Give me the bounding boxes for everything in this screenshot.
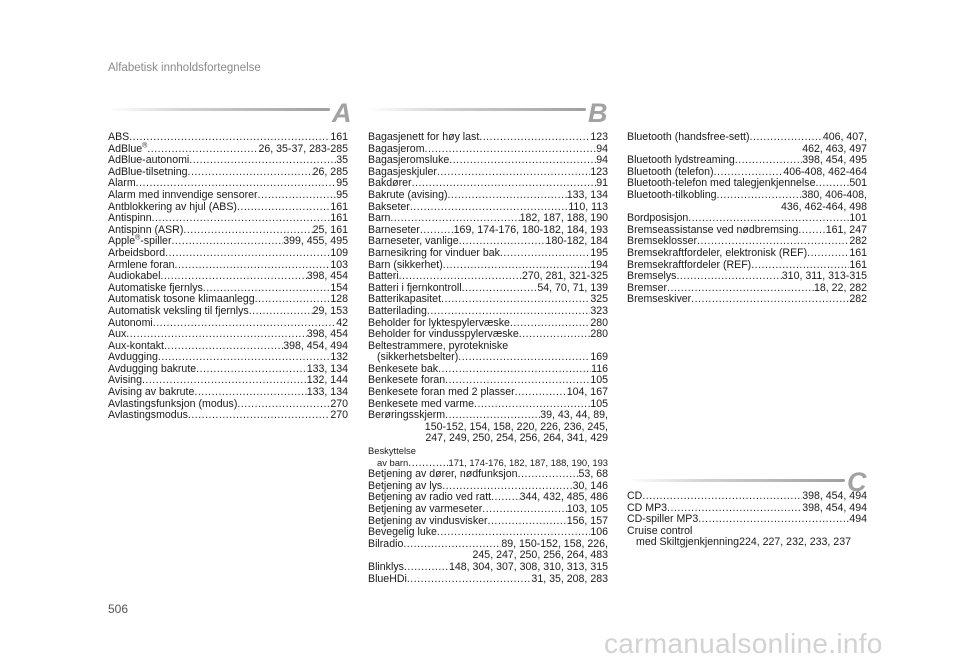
index-page-numbers: 169, 174-176, 180-182, 184, 193 bbox=[453, 223, 608, 236]
index-term-text: Avdugging bbox=[108, 351, 158, 364]
index-term-text: Barneseter, vanlige bbox=[368, 235, 459, 248]
index-column-a bbox=[108, 132, 348, 422]
index-entry bbox=[627, 190, 867, 202]
index-term-text: Barn (sikkerhet) bbox=[368, 258, 443, 271]
index-page-numbers: 161 bbox=[330, 212, 348, 225]
index-page-numbers: 95 bbox=[336, 188, 348, 201]
index-term-text: Antispinn bbox=[108, 212, 152, 225]
dot-leader bbox=[249, 306, 313, 318]
dot-leader bbox=[438, 364, 591, 376]
index-term-text: CD-spiller MP3 bbox=[627, 513, 699, 526]
letter-c-heading: C bbox=[847, 467, 867, 497]
index-page-numbers: 180-182, 184 bbox=[545, 235, 608, 248]
index-page-numbers: 106 bbox=[590, 526, 608, 539]
index-page-numbers: 325 bbox=[590, 293, 608, 306]
index-term-text: BlueHDi bbox=[368, 572, 407, 585]
index-page-numbers: 270 bbox=[330, 397, 348, 410]
index-page-numbers: 105 bbox=[590, 374, 608, 387]
index-entry-continuation: 150-152, 154, 158, 220, 226, 236, 245, bbox=[424, 420, 608, 433]
dot-leader bbox=[482, 504, 567, 516]
dot-leader bbox=[237, 399, 330, 411]
index-term-text: AdBlue-autonomi bbox=[108, 154, 190, 167]
index-page-numbers: 116 bbox=[591, 362, 608, 375]
index-term-text: Bagasjenett for høy last bbox=[368, 131, 480, 143]
index-page-numbers: 94 bbox=[596, 142, 608, 155]
index-term-text: Aux bbox=[108, 328, 127, 341]
index-term bbox=[368, 445, 416, 457]
index-page-numbers: 91 bbox=[596, 177, 608, 190]
index-page-numbers: 18, 22, 282 bbox=[813, 281, 867, 294]
index-term-text: Antblokkering av hjul (ABS) bbox=[108, 200, 237, 213]
index-term-text: Batteri i fjernkontroll bbox=[368, 281, 462, 294]
index-term-text: AdBlue-tilsetning bbox=[108, 165, 188, 178]
dot-leader bbox=[165, 248, 330, 260]
dot-leader bbox=[515, 387, 567, 399]
index-term-text: Autonomi bbox=[108, 316, 153, 329]
dot-leader bbox=[129, 132, 330, 144]
index-term-text: AdBlue bbox=[108, 142, 143, 155]
index-page-numbers: 154 bbox=[330, 281, 348, 294]
index-term-text: Beholder for lyktespylervæske bbox=[368, 316, 510, 329]
index-term-text: Bremsekraftfordeler, elektronisk (REF) bbox=[627, 246, 808, 259]
dot-leader bbox=[807, 248, 849, 260]
index-page-numbers: 30, 146 bbox=[572, 479, 608, 492]
dot-leader bbox=[171, 236, 283, 248]
dot-leader bbox=[437, 167, 590, 179]
dot-leader bbox=[425, 144, 597, 156]
index-term-text: Bluetooth (handsfree-sett) bbox=[627, 131, 750, 143]
index-page-numbers: 398, 454 bbox=[306, 270, 348, 283]
index-column-b bbox=[368, 132, 608, 585]
watermark: carmanualsonline.info bbox=[604, 628, 883, 659]
index-page-numbers: 398, 454, 494 bbox=[802, 490, 867, 502]
index-page-numbers: 323 bbox=[590, 304, 608, 317]
index-entry bbox=[108, 410, 348, 422]
index-page-numbers: 123 bbox=[590, 165, 608, 178]
index-page-numbers: 501 bbox=[849, 177, 867, 190]
letter-a-heading: A bbox=[332, 98, 352, 128]
index-term-text: Bakdører bbox=[368, 177, 412, 190]
index-term-text: Avising av bakrute bbox=[108, 386, 195, 399]
index-page-numbers: 39, 43, 44, 89, bbox=[540, 409, 608, 422]
index-term-text: Batteri bbox=[368, 270, 399, 283]
dot-leader bbox=[404, 562, 449, 574]
dot-leader bbox=[698, 514, 849, 526]
letter-c-rule bbox=[627, 479, 845, 482]
index-page-numbers: 35 bbox=[336, 154, 348, 167]
dot-leader bbox=[458, 352, 590, 364]
dot-leader bbox=[479, 132, 590, 144]
index-page-numbers: 380, 406-408, bbox=[801, 188, 867, 201]
index-term-text: Bluetooth-tilkobling bbox=[627, 188, 717, 201]
index-page-numbers: 398, 454, 494 bbox=[283, 339, 348, 352]
index-term-text: (sikkerhetsbelter) bbox=[377, 351, 459, 364]
index-page-numbers: 103, 105 bbox=[566, 503, 608, 515]
index-page-numbers: 270 bbox=[330, 409, 348, 422]
index-term-text: av barn bbox=[377, 456, 409, 468]
index-term-text: Cruise control bbox=[627, 524, 693, 537]
letter-a-rule bbox=[108, 108, 330, 111]
index-term-text: Berøringsskjerm bbox=[368, 409, 446, 422]
index-term-text: Benkesete bak bbox=[368, 362, 439, 375]
index-term-text: Audiokabel bbox=[108, 270, 161, 283]
index-entry-continuation: 245, 247, 250, 256, 264, 483 bbox=[472, 549, 608, 562]
dot-leader bbox=[676, 271, 781, 283]
index-term-suffix: -spiller bbox=[140, 235, 172, 248]
index-page-numbers: 104, 167 bbox=[566, 386, 608, 399]
index-page-numbers: 169 bbox=[590, 351, 608, 364]
dot-leader bbox=[518, 469, 579, 481]
index-page-numbers: 89, 150-152, 158, 226, bbox=[501, 537, 608, 550]
dot-leader bbox=[500, 248, 590, 260]
index-term-text: med Skiltgjenkjenning bbox=[636, 536, 740, 549]
dot-leader bbox=[441, 294, 590, 306]
dot-leader bbox=[407, 574, 532, 586]
index-page-numbers: 132, 144 bbox=[306, 374, 348, 387]
dot-leader bbox=[237, 202, 330, 214]
index-page-numbers: 280 bbox=[590, 316, 608, 329]
registered-mark: ® bbox=[142, 142, 148, 150]
index-page-numbers: 270, 281, 321-325 bbox=[521, 270, 608, 283]
index-term-text: Beskyttelse bbox=[368, 445, 416, 457]
index-term-text: Bakseter bbox=[368, 200, 410, 213]
index-term-text: Bremseskiver bbox=[627, 293, 692, 306]
index-page-numbers: 128 bbox=[330, 293, 348, 306]
index-page-numbers: 53, 68 bbox=[578, 468, 608, 481]
index-page-numbers: 109 bbox=[330, 246, 348, 259]
index-page-numbers: 161 bbox=[330, 200, 348, 213]
index-page-numbers: 110, 113 bbox=[568, 200, 608, 213]
index-page-numbers: 105 bbox=[590, 397, 608, 410]
index-term-text: Bagasjeromsluke bbox=[368, 154, 450, 167]
index-term-text: Bordposisjon bbox=[627, 212, 689, 225]
index-column-c bbox=[627, 491, 867, 549]
index-term-text: Bluetooth-telefon med talegjenkjennelse bbox=[627, 177, 816, 190]
dot-leader bbox=[519, 329, 591, 341]
index-term-text: Bagasjeskjuler bbox=[368, 165, 437, 178]
index-term-text: Barn bbox=[368, 212, 391, 225]
index-page-numbers: 282 bbox=[849, 293, 867, 306]
index-entry bbox=[108, 167, 348, 179]
index-entry bbox=[627, 132, 867, 144]
index-term-text: Bremser bbox=[627, 281, 668, 294]
index-page-numbers: 398, 454 bbox=[306, 328, 348, 341]
index-term-text: CD MP3 bbox=[627, 501, 668, 514]
index-term-text: Bremselys bbox=[627, 270, 677, 283]
index-page-numbers: 161 bbox=[849, 246, 867, 259]
index-page-numbers: 406, 407, bbox=[822, 131, 867, 143]
index-term-text: Bevegelig luke bbox=[368, 526, 437, 539]
index-term-text: Alarm bbox=[108, 177, 136, 190]
index-page-numbers: 161 bbox=[849, 258, 867, 271]
index-term bbox=[636, 537, 739, 549]
index-term bbox=[377, 457, 408, 469]
index-term-text: Benkesete med varme bbox=[368, 397, 474, 410]
index-term-text: Bremsekraftfordeler (REF) bbox=[627, 258, 752, 271]
index-term-text: Bagasjerom bbox=[368, 142, 425, 155]
index-term-text: Alarm med innvendige sensorer bbox=[108, 188, 258, 201]
index-page-numbers: 171, 174-176, 182, 187, 188, 190, 193 bbox=[448, 456, 608, 468]
index-term-text: Automatisk tosone klimaanlegg bbox=[108, 293, 255, 306]
index-page-numbers: 54, 70, 71, 139 bbox=[537, 281, 608, 294]
index-entry bbox=[627, 294, 867, 306]
index-term bbox=[627, 294, 691, 306]
index-term bbox=[627, 132, 750, 144]
index-entry bbox=[627, 537, 867, 549]
index-term-text: Avising bbox=[108, 374, 142, 387]
index-page-numbers: 310, 311, 313-315 bbox=[781, 270, 867, 283]
dot-leader bbox=[510, 318, 590, 330]
index-term bbox=[627, 190, 717, 202]
index-page-numbers: 133, 134 bbox=[566, 188, 608, 201]
index-term-text: Automatisk veksling til fjernlys bbox=[108, 304, 249, 317]
index-page-numbers: 494 bbox=[849, 513, 867, 526]
index-page-numbers: 282 bbox=[849, 235, 867, 248]
index-term-text: Armlene foran bbox=[108, 258, 175, 271]
index-page-numbers: 42 bbox=[336, 316, 348, 329]
index-page-numbers: 161, 247 bbox=[825, 223, 867, 236]
index-page-numbers: 148, 304, 307, 308, 310, 313, 315 bbox=[448, 560, 608, 573]
index-term bbox=[368, 539, 403, 551]
index-page-numbers: 224, 227, 232, 233, 237 bbox=[739, 536, 851, 549]
index-term-text: Benkesete foran med 2 plasser bbox=[368, 386, 515, 399]
index-column-b-continued bbox=[627, 132, 867, 306]
dot-leader bbox=[188, 410, 330, 422]
index-page-numbers: 182, 187, 188, 190 bbox=[519, 212, 608, 225]
index-entry bbox=[368, 574, 608, 586]
index-entry-continuation: 436, 462-464, 498 bbox=[780, 200, 867, 213]
index-term-text: Bakrute (avising) bbox=[368, 188, 448, 201]
dot-leader bbox=[164, 341, 283, 353]
index-term-text: Betjening av dører, nødfunksjon bbox=[368, 468, 518, 481]
index-term-text: Automatiske fjernlys bbox=[108, 281, 203, 294]
index-term-text: Beholder for vindusspylervæske bbox=[368, 328, 519, 341]
index-term-text: Bilradio bbox=[368, 537, 404, 550]
index-page-numbers: 26, 285 bbox=[312, 165, 348, 178]
index-term-text: CD bbox=[627, 490, 643, 502]
index-term-text: Benkesete foran bbox=[368, 374, 446, 387]
index-term-text: Aux-kontakt bbox=[108, 339, 164, 352]
index-page-numbers: 161 bbox=[330, 131, 348, 143]
index-page-numbers: 95 bbox=[336, 177, 348, 190]
registered-mark: ® bbox=[135, 234, 141, 242]
dot-leader bbox=[196, 364, 307, 376]
dot-leader bbox=[717, 190, 802, 202]
dot-leader bbox=[488, 516, 567, 528]
index-term-text: Betjening av lys bbox=[368, 479, 443, 492]
dot-leader bbox=[491, 492, 520, 504]
index-entry bbox=[368, 445, 608, 457]
index-entry-continuation: 247, 249, 250, 254, 256, 264, 341, 429 bbox=[425, 432, 608, 445]
index-term-text: Beltestrammere, pyrotekniske bbox=[368, 339, 509, 352]
index-term bbox=[108, 410, 188, 422]
index-page-numbers: 132 bbox=[330, 351, 348, 364]
dot-leader bbox=[462, 283, 538, 295]
index-term-text: Betjening av radio ved ratt bbox=[368, 491, 492, 504]
index-page-numbers: 101 bbox=[849, 212, 867, 225]
index-page-numbers: 344, 432, 485, 486 bbox=[519, 491, 608, 504]
index-page-numbers: 31, 35, 208, 283 bbox=[531, 572, 608, 585]
index-page-numbers: 406-408, 462-464 bbox=[783, 165, 867, 178]
page-header-title: Alfabetisk innholdsfortegnelse bbox=[108, 62, 261, 74]
index-page-numbers: 398, 454, 495 bbox=[802, 154, 867, 167]
index-page-numbers: 133, 134 bbox=[306, 362, 348, 375]
index-term-text: Barnesikring for vinduer bak bbox=[368, 246, 500, 259]
index-page-numbers: 398, 454, 494 bbox=[802, 501, 867, 514]
index-page-numbers: 399, 455, 495 bbox=[283, 235, 348, 248]
index-term-text: Apple bbox=[108, 235, 136, 248]
index-term-text: Arbeidsbord bbox=[108, 246, 166, 259]
index-page-numbers: 195 bbox=[590, 246, 608, 259]
index-term-text: ABS bbox=[108, 131, 130, 143]
index-entry-continuation: 462, 463, 497 bbox=[802, 142, 867, 155]
index-page-numbers: 103 bbox=[330, 258, 348, 271]
index-term-text: Betjening av varmeseter bbox=[368, 503, 483, 515]
index-page-numbers: 25, 161 bbox=[312, 223, 348, 236]
index-term-text: Bluetooth (telefon) bbox=[627, 165, 714, 178]
letter-b-rule bbox=[368, 108, 586, 111]
dot-leader bbox=[798, 225, 825, 237]
dot-leader bbox=[447, 190, 566, 202]
index-term-text: Avlastingsfunksjon (modus) bbox=[108, 397, 238, 410]
index-term-text: Batterilading bbox=[368, 304, 427, 317]
index-term-text: Blinklys bbox=[368, 560, 404, 573]
index-page-numbers: 133, 134 bbox=[306, 386, 348, 399]
dot-leader bbox=[188, 167, 313, 179]
index-term-text: Avlastingsmodus bbox=[108, 409, 188, 422]
dot-leader bbox=[449, 155, 596, 167]
index-term-text: Bremseassistanse ved nødbremsing bbox=[627, 223, 799, 236]
index-term-text: Antispinn (ASR) bbox=[108, 223, 184, 236]
index-page-numbers: 156, 157 bbox=[566, 514, 608, 527]
index-term bbox=[368, 574, 407, 586]
index-page-numbers: 194 bbox=[590, 258, 608, 271]
index-term-text: Betjening av vindusvisker bbox=[368, 514, 488, 527]
letter-b-heading: B bbox=[588, 98, 608, 128]
index-page-numbers: 26, 35-37, 283-285 bbox=[258, 142, 348, 155]
index-term-text: Bluetooth lydstreaming bbox=[627, 154, 735, 167]
dot-leader bbox=[691, 294, 849, 306]
page-number: 506 bbox=[108, 602, 129, 616]
index-page-numbers: 29, 153 bbox=[312, 304, 348, 317]
dot-leader bbox=[750, 132, 823, 144]
index-page-numbers: 123 bbox=[590, 131, 608, 143]
index-page-numbers: 94 bbox=[596, 154, 608, 167]
index-page-numbers: 280 bbox=[590, 328, 608, 341]
dot-leader bbox=[258, 190, 337, 202]
index-term-text: Batterikapasitet bbox=[368, 293, 442, 306]
index-term-text: Bremseklosser bbox=[627, 235, 698, 248]
index-term-text: Barneseter bbox=[368, 223, 420, 236]
index-term-text: Avdugging bakrute bbox=[108, 362, 197, 375]
